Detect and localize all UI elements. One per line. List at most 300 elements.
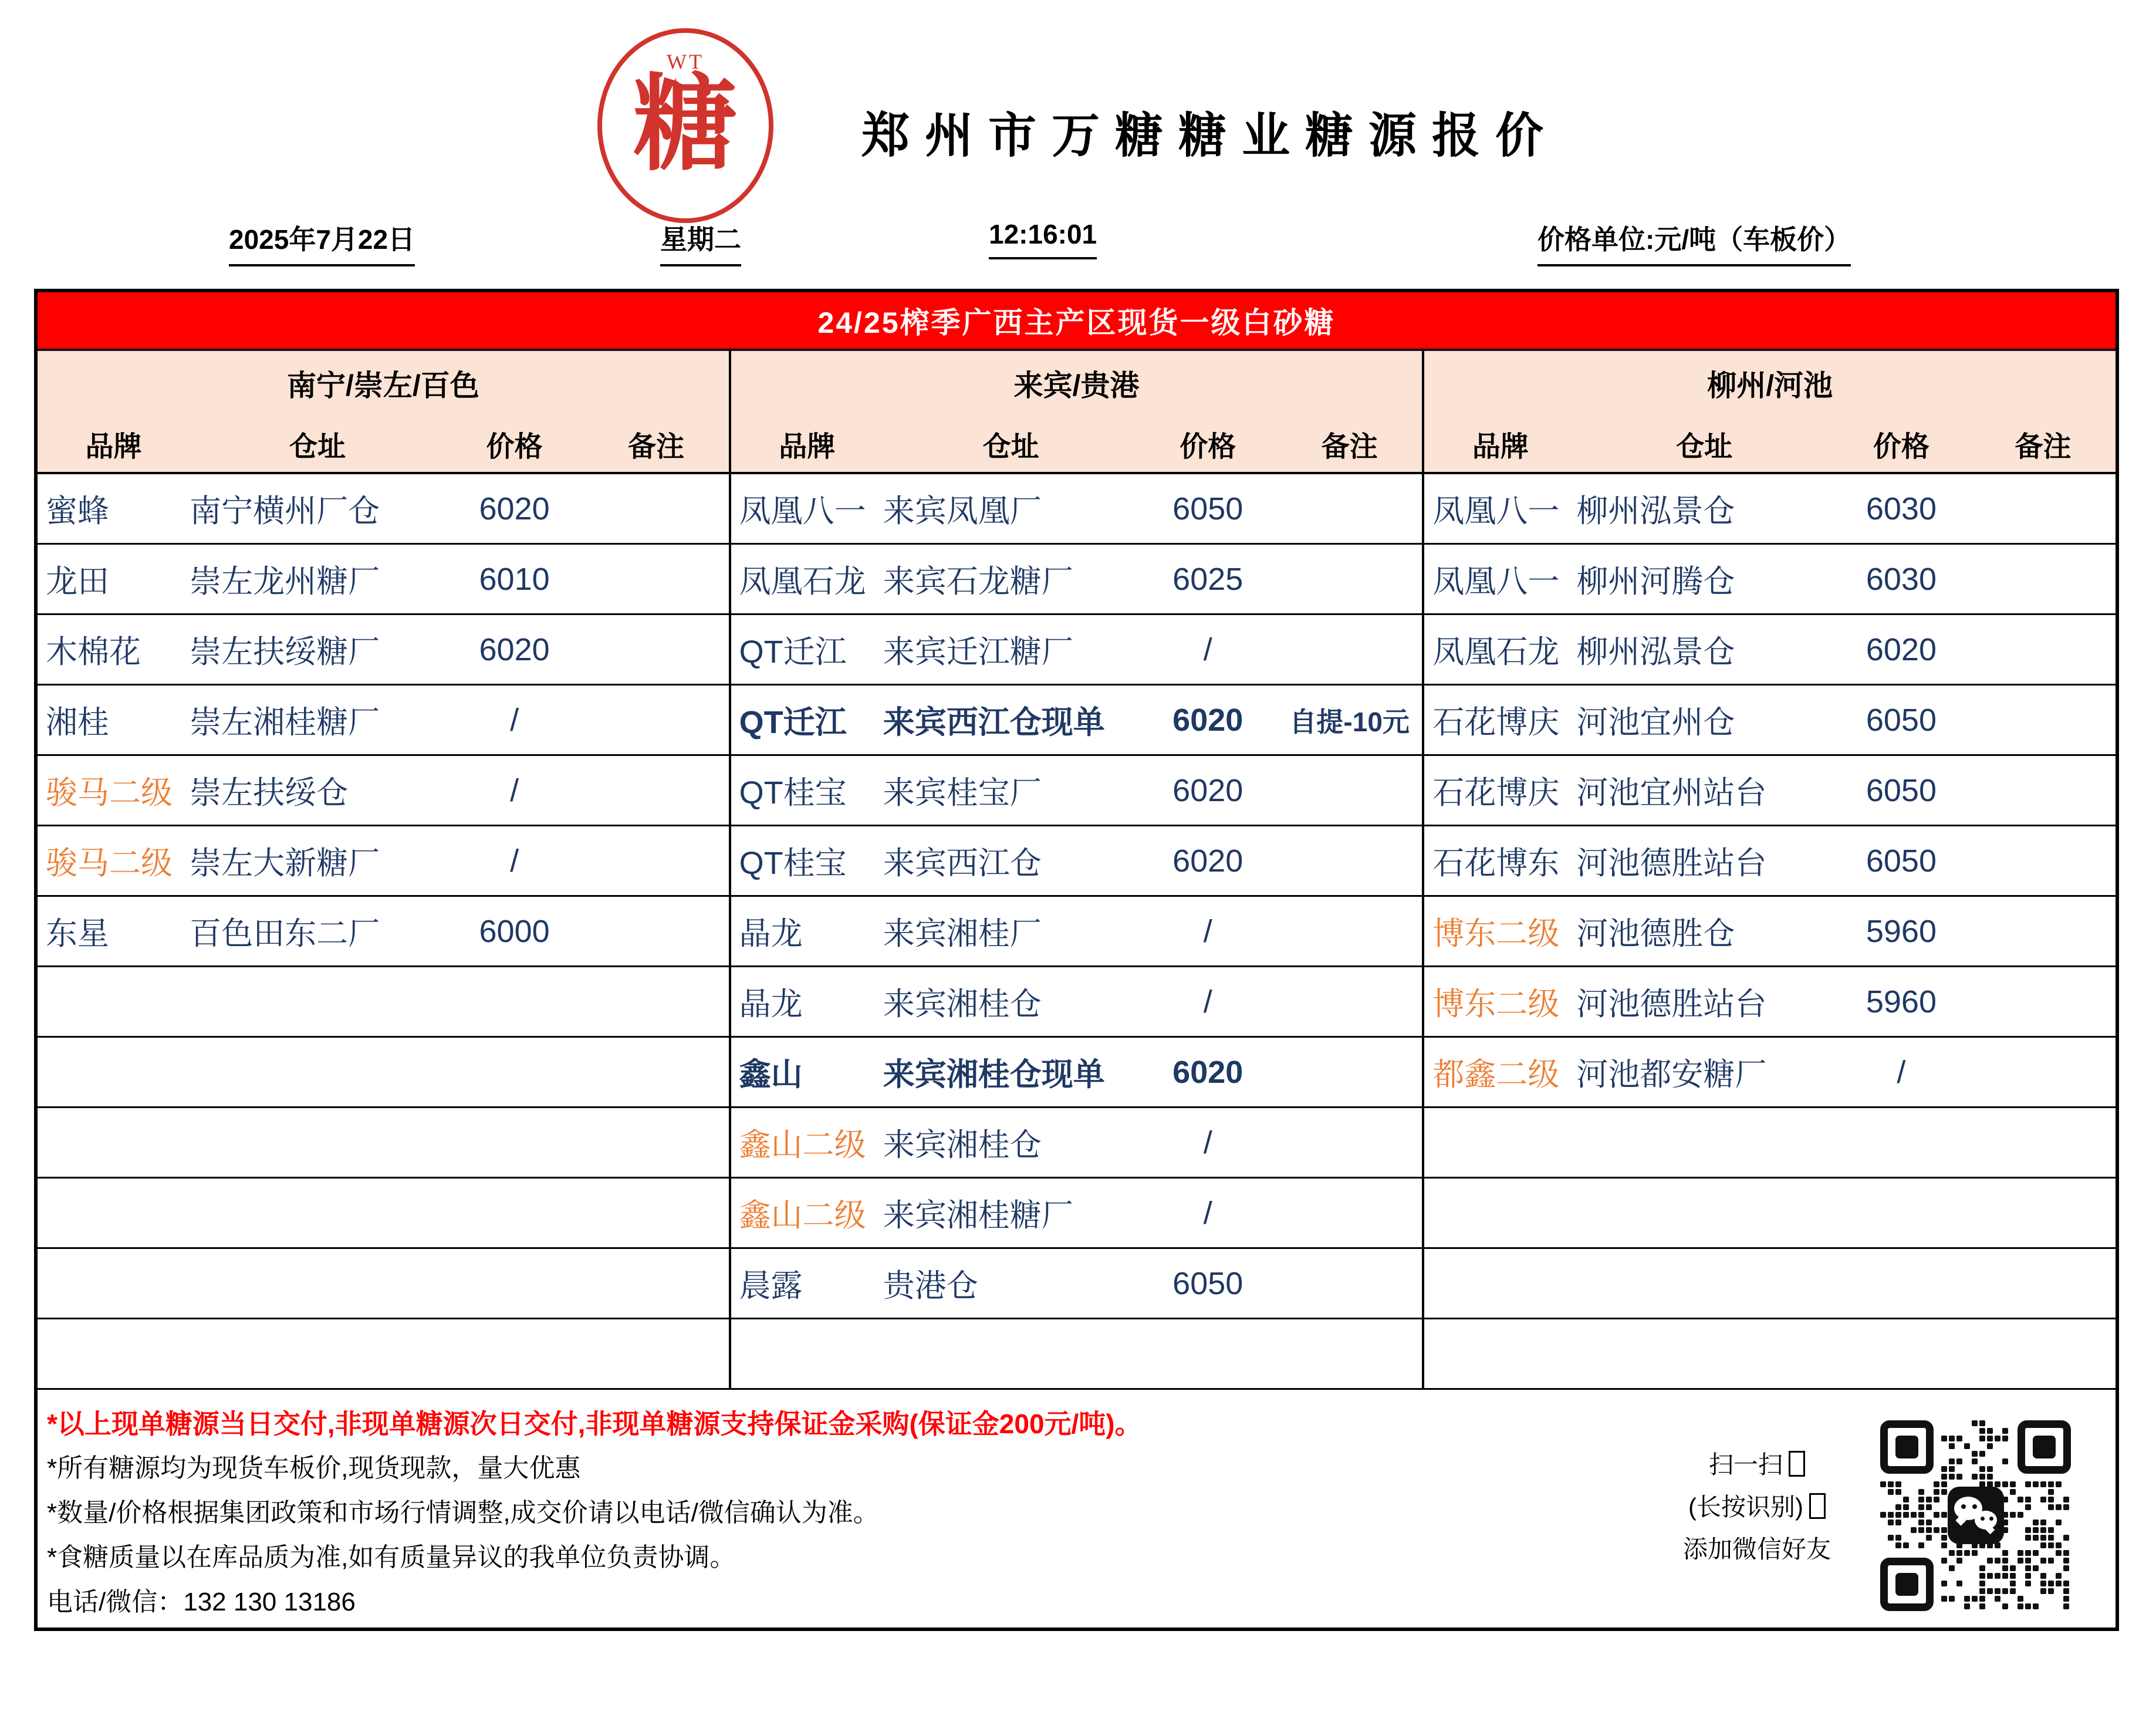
qr-module: [1979, 1603, 1985, 1609]
qr-module: [2056, 1550, 2062, 1556]
wechat-scan-text: [1634, 1444, 1880, 1571]
price-cell: 6000: [479, 913, 550, 949]
table-row: [731, 826, 1422, 897]
table-row: [731, 1179, 1422, 1249]
qr-module: [2033, 1520, 2039, 1525]
qr-module: [1949, 1436, 1955, 1441]
wechat-icon: [1948, 1487, 2004, 1544]
qr-module: [2033, 1603, 2039, 1609]
qr-module: [2025, 1527, 2031, 1533]
qr-module: [2002, 1588, 2008, 1594]
price-cell: /: [1203, 984, 1212, 1019]
qr-module: [1941, 1466, 1947, 1472]
qr-module: [2018, 1550, 2023, 1556]
table-row: [1424, 615, 2116, 686]
price-cell: /: [1203, 1125, 1212, 1160]
qr-module: [2018, 1558, 2023, 1564]
qr-module: [1979, 1573, 1985, 1579]
brand-cell: 鑫山: [739, 1057, 803, 1092]
wechat-qr-code: [1880, 1420, 2071, 1611]
qr-module: [1918, 1504, 1924, 1510]
table-row: [1424, 1108, 2116, 1179]
qr-module: [1956, 1558, 1962, 1564]
qr-module: [1934, 1497, 1939, 1502]
table-row: [1424, 1179, 2116, 1249]
price-cell: /: [1203, 632, 1212, 667]
table-row: [731, 1249, 1422, 1319]
qr-module: [1880, 1512, 1886, 1518]
column-header-row: [1424, 416, 2116, 474]
price-cell: 6020: [1866, 632, 1937, 667]
table-row: [1424, 1249, 2116, 1319]
qr-module: [1979, 1466, 1985, 1472]
qr-module: [2010, 1565, 2016, 1571]
table-row: [1424, 897, 2116, 967]
qr-module: [1956, 1458, 1962, 1464]
qr-module: [1895, 1512, 1901, 1518]
qr-module: [1972, 1420, 1978, 1426]
region-group-title: 柳州/河池: [1424, 351, 2116, 416]
qr-module: [2063, 1558, 2069, 1564]
price-cell: 6020: [1172, 702, 1243, 738]
warehouse-cell: 河池德胜仓: [1576, 916, 1735, 951]
report-date: 2025年7月22日: [229, 218, 415, 266]
company-seal-logo: [597, 28, 773, 223]
qr-module: [1949, 1466, 1955, 1472]
column-header-row: [731, 416, 1422, 474]
qr-module: [1956, 1550, 1962, 1556]
qr-module: [1888, 1481, 1894, 1487]
qr-module: [1979, 1588, 1985, 1594]
qr-module: [2040, 1558, 2046, 1564]
qr-module: [2040, 1573, 2046, 1579]
price-cell: 6010: [479, 561, 550, 597]
brand-cell: 龙田: [46, 564, 109, 599]
qr-module: [1979, 1581, 1985, 1586]
qr-module: [1926, 1504, 1932, 1510]
qr-module: [2025, 1573, 2031, 1579]
price-cell: /: [1203, 1195, 1212, 1231]
scan-line-1: 扫一扫: [1634, 1444, 1880, 1486]
qr-module: [1903, 1512, 1909, 1518]
brand-cell: 骏马二级: [46, 775, 173, 811]
qr-module: [2063, 1603, 2069, 1609]
qr-module: [1979, 1481, 1985, 1487]
qr-module: [1880, 1481, 1886, 1487]
qr-module: [2063, 1596, 2069, 1602]
price-cell: 6050: [1866, 843, 1937, 879]
qr-module: [1934, 1481, 1939, 1487]
price-cell: 5960: [1866, 913, 1937, 949]
brand-cell: 蜜蜂: [46, 494, 109, 529]
page-title: 郑州市万糖糖业糖源报价: [861, 109, 1559, 163]
qr-module: [1941, 1535, 1947, 1541]
qr-module: [1964, 1443, 1970, 1449]
qr-module: [2002, 1512, 2008, 1518]
qr-module: [2002, 1458, 2008, 1464]
qr-module: [1911, 1512, 1917, 1518]
qr-module: [1964, 1596, 1970, 1602]
qr-module: [2048, 1489, 2054, 1495]
qr-module: [2033, 1481, 2039, 1487]
qr-module: [2063, 1588, 2069, 1594]
qr-module: [1979, 1436, 1985, 1441]
brand-cell: QT迁江: [739, 705, 847, 740]
warehouse-cell: 柳州泓景仓: [1576, 634, 1735, 670]
qr-module: [2002, 1565, 2008, 1571]
qr-module: [1995, 1588, 2000, 1594]
brand-cell: QT迁江: [739, 634, 847, 670]
qr-module: [2056, 1481, 2062, 1487]
column-header: 价格: [1873, 431, 1929, 462]
qr-module: [2002, 1603, 2008, 1609]
qr-module: [1987, 1588, 1993, 1594]
table-row: [38, 1249, 729, 1319]
price-cell: 6050: [1172, 1265, 1243, 1301]
report-weekday: 星期二: [660, 218, 741, 266]
qr-module: [2040, 1497, 2046, 1502]
qr-module: [1956, 1474, 1962, 1480]
warehouse-cell: 来宾西江仓现单: [883, 705, 1105, 740]
warehouse-cell: 南宁横州厂仓: [190, 494, 380, 529]
region-group-1: [38, 351, 729, 1390]
column-header: 价格: [486, 431, 543, 462]
qr-module: [1918, 1542, 1924, 1548]
qr-module: [2048, 1558, 2054, 1564]
table-row: [1424, 686, 2116, 756]
qr-finder-icon: [2018, 1420, 2071, 1474]
qr-module: [2010, 1573, 2016, 1579]
brand-cell: 东星: [46, 916, 109, 951]
qr-module: [1941, 1581, 1947, 1586]
placeholder-glyph-icon: [1809, 1493, 1826, 1519]
qr-module: [2056, 1573, 2062, 1579]
qr-module: [2018, 1603, 2023, 1609]
qr-module: [1995, 1436, 2000, 1441]
qr-module: [1979, 1596, 1985, 1602]
table-row: [38, 826, 729, 897]
qr-module: [2025, 1603, 2031, 1609]
qr-module: [1972, 1542, 1978, 1548]
price-board: [34, 289, 2119, 1631]
column-header: 备注: [1321, 431, 1378, 462]
warehouse-cell: 河池宜州仓: [1576, 705, 1735, 740]
qr-module: [2048, 1588, 2054, 1594]
qr-module: [2002, 1497, 2008, 1502]
brand-cell: 凤凰八一: [1432, 564, 1560, 599]
price-cell: 6050: [1866, 702, 1937, 738]
qr-module: [1934, 1512, 1939, 1518]
qr-module: [2033, 1535, 2039, 1541]
qr-module: [2025, 1550, 2031, 1556]
price-cell: 6025: [1172, 561, 1243, 597]
table-row: [38, 1179, 729, 1249]
season-banner: 24/25榨季广西主产区现货一级白砂糖: [38, 292, 2116, 351]
qr-module: [1895, 1481, 1901, 1487]
warehouse-cell: 来宾湘桂厂: [883, 916, 1042, 951]
qr-module: [1934, 1489, 1939, 1495]
brand-cell: 鑫山二级: [739, 1198, 866, 1233]
brand-cell: 凤凰石龙: [1432, 634, 1560, 670]
table-row: [1424, 1319, 2116, 1390]
brand-cell: 博东二级: [1432, 916, 1560, 951]
qr-module: [1987, 1436, 1993, 1441]
column-header: 品牌: [85, 431, 142, 462]
price-cell: 6020: [1172, 843, 1243, 879]
price-cell: /: [1203, 913, 1212, 949]
region-group-title: 南宁/崇左/百色: [38, 351, 729, 416]
brand-cell: 凤凰八一: [739, 494, 866, 529]
warehouse-cell: 来宾桂宝厂: [883, 775, 1042, 811]
price-cell: 5960: [1866, 984, 1937, 1019]
table-row: [731, 474, 1422, 545]
qr-module: [1956, 1581, 1962, 1586]
qr-module: [2063, 1504, 2069, 1510]
qr-module: [2040, 1527, 2046, 1533]
qr-module: [1941, 1489, 1947, 1495]
scan-line-2: (长按识别): [1634, 1486, 1880, 1528]
qr-module: [1888, 1512, 1894, 1518]
qr-module: [2002, 1428, 2008, 1434]
qr-module: [2002, 1558, 2008, 1564]
qr-module: [1918, 1497, 1924, 1502]
qr-module: [2002, 1481, 2008, 1487]
note-line: *数量/价格根据集团政策和市场行情调整,成交价请以电话/微信确认为准。: [47, 1498, 879, 1527]
placeholder-glyph-icon: [1789, 1451, 1805, 1477]
table-row: [731, 545, 1422, 615]
brand-cell: 凤凰石龙: [739, 564, 866, 599]
qr-module: [2010, 1581, 2016, 1586]
qr-module: [1941, 1558, 1947, 1564]
qr-module: [1941, 1474, 1947, 1480]
qr-module: [2025, 1535, 2031, 1541]
qr-module: [1895, 1489, 1901, 1495]
qr-module: [2056, 1520, 2062, 1525]
price-cell: 6050: [1866, 772, 1937, 808]
price-cell: 6020: [1172, 772, 1243, 808]
note-line: *所有糖源均为现货车板价,现货现款，量大优惠: [47, 1454, 581, 1483]
qr-module: [1888, 1535, 1894, 1541]
column-header-row: [38, 416, 729, 474]
qr-module: [1987, 1428, 1993, 1434]
qr-module: [1995, 1481, 2000, 1487]
table-row: [38, 1038, 729, 1108]
qr-module: [2056, 1504, 2062, 1510]
qr-module: [1979, 1565, 1985, 1571]
table-row: [731, 615, 1422, 686]
qr-module: [2040, 1581, 2046, 1586]
column-header: 仓址: [982, 431, 1039, 462]
qr-module: [1903, 1542, 1909, 1548]
qr-module: [2040, 1481, 2046, 1487]
qr-module: [2010, 1512, 2016, 1518]
warehouse-cell: 崇左湘桂糖厂: [190, 705, 380, 740]
qr-module: [2025, 1581, 2031, 1586]
report-time: 12:16:01: [989, 218, 1097, 259]
qr-module: [2048, 1542, 2054, 1548]
warehouse-cell: 河池宜州站台: [1576, 775, 1767, 811]
brand-cell: 石花博庆: [1432, 705, 1560, 740]
contact-line: 电话/微信：132 130 13186: [47, 1588, 356, 1616]
qr-module: [1934, 1527, 1939, 1533]
brand-cell: 都鑫二级: [1432, 1057, 1560, 1092]
warehouse-cell: 河池都安糖厂: [1576, 1057, 1767, 1092]
qr-module: [2002, 1527, 2008, 1533]
qr-module: [1995, 1573, 2000, 1579]
qr-module: [1949, 1443, 1955, 1449]
table-row: [1424, 1038, 2116, 1108]
qr-module: [2025, 1504, 2031, 1510]
qr-module: [1964, 1550, 1970, 1556]
table-row: [731, 897, 1422, 967]
qr-module: [1987, 1474, 1993, 1480]
logo-wt-text: WT: [667, 50, 704, 73]
column-header: 仓址: [289, 431, 346, 462]
qr-module: [1995, 1596, 2000, 1602]
qr-module: [2063, 1535, 2069, 1541]
brand-cell: 晶龙: [739, 987, 803, 1022]
table-row: [731, 1108, 1422, 1179]
qr-module: [2025, 1558, 2031, 1564]
qr-module: [1888, 1489, 1894, 1495]
warehouse-cell: 来宾湘桂仓现单: [883, 1057, 1105, 1092]
brand-cell: 博东二级: [1432, 987, 1560, 1022]
qr-module: [2048, 1581, 2054, 1586]
table-row: [1424, 545, 2116, 615]
qr-module: [1995, 1558, 2000, 1564]
brand-cell: 石花博东: [1432, 846, 1560, 881]
brand-cell: QT桂宝: [739, 846, 847, 881]
qr-module: [1941, 1481, 1947, 1487]
logo-sugar-character: 糖: [633, 67, 738, 183]
qr-module: [2048, 1535, 2054, 1541]
warehouse-cell: 河池德胜站台: [1576, 846, 1767, 881]
scan-line-3: 添加微信好友: [1682, 1535, 1831, 1563]
qr-module: [2033, 1527, 2039, 1533]
qr-module: [1979, 1451, 1985, 1457]
qr-module: [2048, 1497, 2054, 1502]
warehouse-cell: 崇左大新糖厂: [190, 846, 380, 881]
qr-module: [1979, 1542, 1985, 1548]
warehouse-cell: 崇左龙州糖厂: [190, 564, 380, 599]
brand-cell: 木棉花: [46, 634, 141, 670]
qr-module: [1941, 1527, 1947, 1533]
warehouse-cell: 柳州泓景仓: [1576, 494, 1735, 529]
region-group-2: [729, 351, 1422, 1390]
column-header: 备注: [2015, 431, 2071, 462]
warehouse-cell: 来宾湘桂糖厂: [883, 1198, 1073, 1233]
qr-finder-icon: [1880, 1420, 1934, 1474]
price-cell: 6020: [1172, 1054, 1243, 1090]
table-row: [1424, 967, 2116, 1038]
qr-module: [2025, 1565, 2031, 1571]
qr-module: [1987, 1443, 1993, 1449]
qr-module: [1895, 1535, 1901, 1541]
qr-module: [1987, 1573, 1993, 1579]
qr-module: [2048, 1527, 2054, 1533]
region-group-3: [1422, 351, 2116, 1390]
table-row: [38, 545, 729, 615]
warehouse-cell: 贵港仓: [883, 1268, 978, 1304]
qr-module: [2048, 1504, 2054, 1510]
qr-module: [2025, 1481, 2031, 1487]
qr-module: [2063, 1565, 2069, 1571]
qr-module: [2040, 1588, 2046, 1594]
qr-module: [1941, 1512, 1947, 1518]
table-row: [1424, 474, 2116, 545]
qr-module: [1987, 1558, 1993, 1564]
qr-module: [1949, 1565, 1955, 1571]
table-row: [38, 474, 729, 545]
warehouse-cell: 崇左扶绥仓: [190, 775, 349, 811]
brand-cell: QT桂宝: [739, 775, 847, 811]
qr-module: [1995, 1542, 2000, 1548]
table-row: [38, 756, 729, 826]
qr-module: [2056, 1581, 2062, 1586]
qr-module: [1918, 1489, 1924, 1495]
qr-module: [1987, 1481, 1993, 1487]
qr-module: [1895, 1520, 1901, 1525]
qr-module: [1926, 1535, 1932, 1541]
qr-module: [2063, 1497, 2069, 1502]
column-header: 品牌: [779, 431, 836, 462]
price-cell: /: [510, 772, 519, 808]
qr-module: [1949, 1474, 1955, 1480]
qr-module: [2063, 1581, 2069, 1586]
qr-module: [1956, 1542, 1962, 1548]
qr-module: [2010, 1489, 2016, 1495]
brand-cell: 石花博庆: [1432, 775, 1560, 811]
brand-cell: 骏马二级: [46, 846, 173, 881]
table-row: [38, 897, 729, 967]
warehouse-cell: 柳州河腾仓: [1576, 564, 1735, 599]
qr-module: [1895, 1542, 1901, 1548]
qr-module: [1918, 1527, 1924, 1533]
qr-module: [1972, 1458, 1978, 1464]
price-cell: 6030: [1866, 491, 1937, 526]
qr-module: [1926, 1520, 1932, 1525]
note-line: *食糖质量以在库品质为准,如有质量异议的我单位负责协调。: [47, 1543, 736, 1572]
price-unit-label: 价格单位:元/吨（车板价）: [1537, 218, 1851, 266]
qr-module: [1979, 1474, 1985, 1480]
qr-module: [1972, 1451, 1978, 1457]
qr-module: [2040, 1535, 2046, 1541]
qr-module: [1941, 1542, 1947, 1548]
warehouse-cell: 百色田东二厂: [190, 916, 380, 951]
region-groups: [38, 351, 2116, 1390]
price-cell: /: [510, 843, 519, 879]
warehouse-cell: 河池德胜站台: [1576, 987, 1767, 1022]
region-group-title: 来宾/贵港: [731, 351, 1422, 416]
column-header: 价格: [1180, 431, 1236, 462]
qr-module: [2018, 1596, 2023, 1602]
qr-module: [2018, 1512, 2023, 1518]
qr-module: [2010, 1481, 2016, 1487]
note-line: *以上现单糖源当日交付,非现单糖源次日交付,非现单糖源支持保证金采购(保证金200元/吨)。: [47, 1409, 1142, 1439]
warehouse-cell: 崇左扶绥糖厂: [190, 634, 380, 670]
table-row: [1424, 756, 2116, 826]
warehouse-cell: 来宾迁江糖厂: [883, 634, 1073, 670]
table-row: [731, 686, 1422, 756]
brand-cell: 晶龙: [739, 916, 803, 951]
qr-module: [2018, 1497, 2023, 1502]
column-header: 品牌: [1472, 431, 1529, 462]
qr-module: [2040, 1542, 2046, 1548]
notes-section: [38, 1390, 2116, 1628]
qr-module: [1972, 1596, 1978, 1602]
qr-module: [1903, 1504, 1909, 1510]
qr-module: [1956, 1436, 1962, 1441]
